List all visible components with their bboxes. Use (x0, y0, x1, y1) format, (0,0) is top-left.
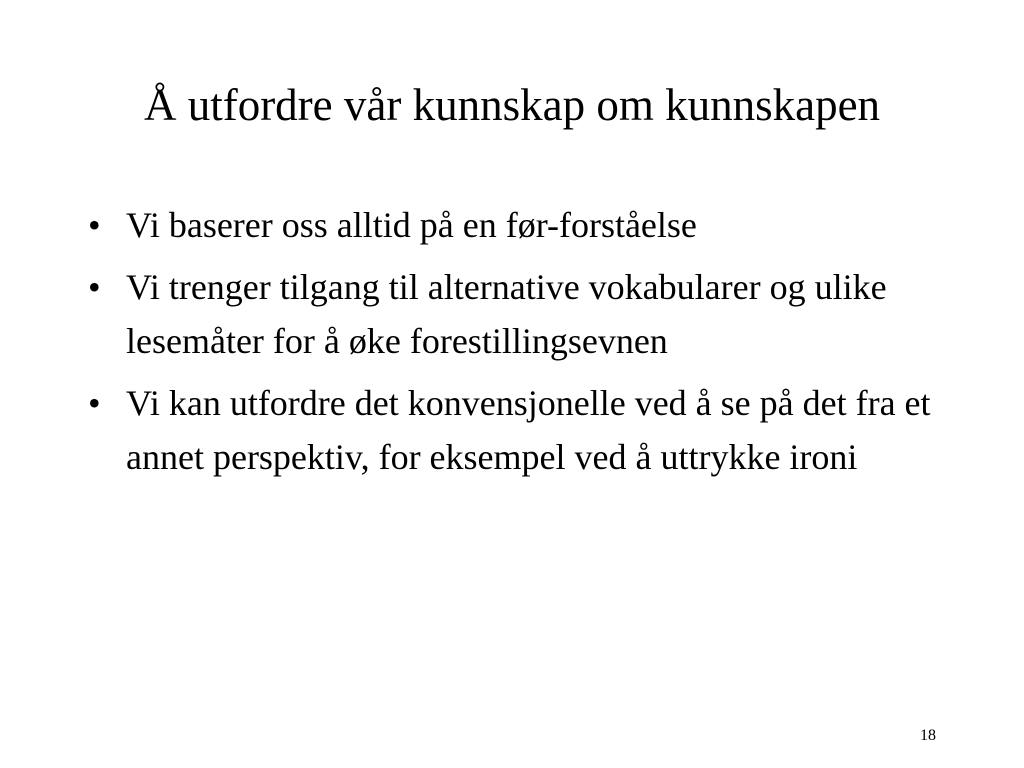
bullet-text: Vi trenger tilgang til alternative vokabularer og ulike lesemåter for å øke forestillingsevnen (126, 267, 887, 361)
bullet-text: Vi baserer oss alltid på en før-forståelse (126, 205, 697, 245)
page-number: 18 (920, 727, 936, 744)
bullet-text: Vi kan utfordre det konvensjonelle ved å se på det fra et annet perspektiv, for eksempel ved å uttrykke ironi (126, 383, 931, 477)
bullet-dot-icon: • (88, 383, 101, 423)
bullet-dot-icon: • (88, 267, 101, 307)
slide-title: Å utfordre vår kunnskap om kunnskapen (143, 80, 881, 130)
bullet-item (84, 198, 964, 252)
bullet-dot-icon: • (88, 205, 101, 245)
bullet-item (84, 260, 964, 368)
bullet-item (84, 376, 964, 484)
bullet-list (84, 198, 964, 492)
